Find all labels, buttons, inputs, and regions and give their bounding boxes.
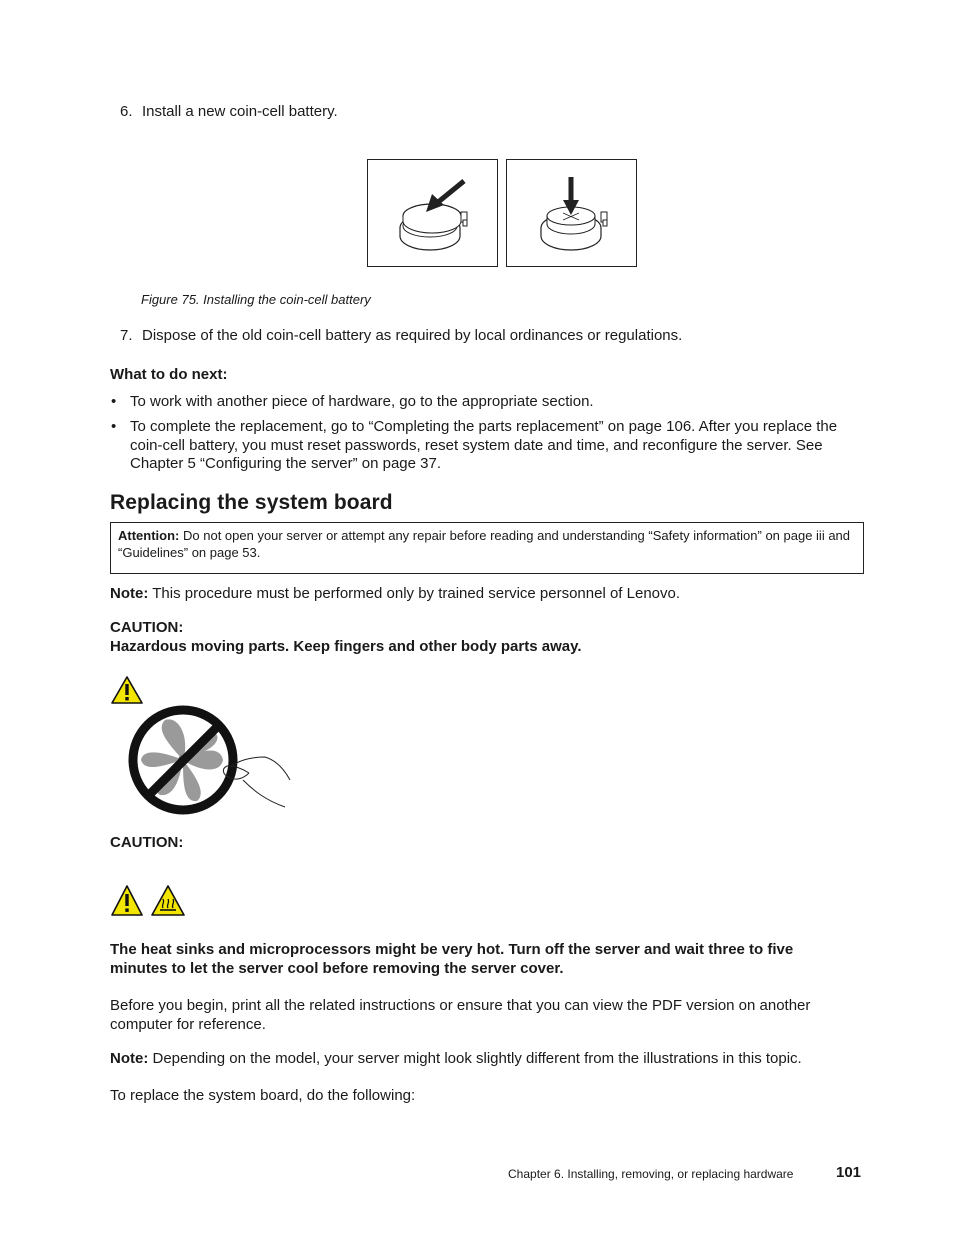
figure-caption: Figure 75. Installing the coin-cell battery	[141, 292, 371, 307]
no-fingers-fan-icon	[125, 705, 295, 815]
note-text: Depending on the model, your server might look slightly different from the illustrations in this topic.	[152, 1050, 802, 1067]
note-procedure	[110, 585, 680, 604]
bullet-icon: •	[111, 393, 117, 410]
list-item-text: To complete the replacement, go to “Completing the parts replacement” on page 106. After you replace the coin-cell battery, you must reset passwords, reset system date and time, and reconfigure the server. See Chapter 5 “Configuring the server” on page 37.	[130, 418, 838, 472]
warning-triangle-icon	[110, 884, 144, 917]
note-text: This procedure must be performed only by trained service personnel of Lenovo.	[152, 585, 681, 602]
coin-cell-pressed-illustration	[507, 160, 636, 266]
note-illustrations	[110, 1050, 802, 1069]
note-label: Note:	[110, 1050, 149, 1067]
step-6	[120, 103, 338, 121]
warning-triangle-icon	[110, 675, 144, 705]
hot-surface-icon	[150, 884, 186, 917]
step-number: 7.	[120, 327, 133, 344]
before-you-begin: Before you begin, print all the related instructions or ensure that you can view the PDF version on another computer for reference.	[110, 997, 811, 1033]
step-number: 6.	[120, 103, 133, 120]
caution-label: CAUTION:	[110, 619, 184, 636]
footer-chapter: Chapter 6. Installing, removing, or replacing hardware	[508, 1167, 794, 1181]
procedure-intro: To replace the system board, do the following:	[110, 1087, 416, 1104]
step-text: Install a new coin-cell battery.	[142, 103, 338, 120]
list-item	[111, 393, 856, 412]
section-title: Replacing the system board	[110, 491, 393, 514]
caution-label: CAUTION:	[110, 834, 184, 851]
caution-text: Hazardous moving parts. Keep fingers and other body parts away.	[110, 638, 582, 655]
caution-text: The heat sinks and microprocessors might be very hot. Turn off the server and wait three to five minutes to let the server cool before removing the server cover.	[110, 941, 794, 977]
attention-text: Do not open your server or attempt any repair before reading and understanding “Safety information” on page iii and “Guidelines” on page 53.	[118, 528, 851, 560]
note-label: Note:	[110, 585, 149, 602]
page-number: 101	[836, 1164, 862, 1181]
list-item-text: To work with another piece of hardware, go to the appropriate section.	[130, 393, 594, 410]
what-next-heading: What to do next:	[110, 366, 228, 383]
list-item	[111, 418, 856, 474]
figure-battery-insert-angled	[367, 159, 498, 267]
attention-label: Attention:	[118, 528, 180, 543]
bullet-icon: •	[111, 418, 117, 435]
coin-cell-angled-illustration	[368, 160, 497, 266]
step-7	[120, 327, 682, 345]
attention-box	[110, 522, 864, 574]
figure-battery-insert-pressed	[506, 159, 637, 267]
step-text: Dispose of the old coin-cell battery as required by local ordinances or regulations.	[142, 327, 683, 344]
